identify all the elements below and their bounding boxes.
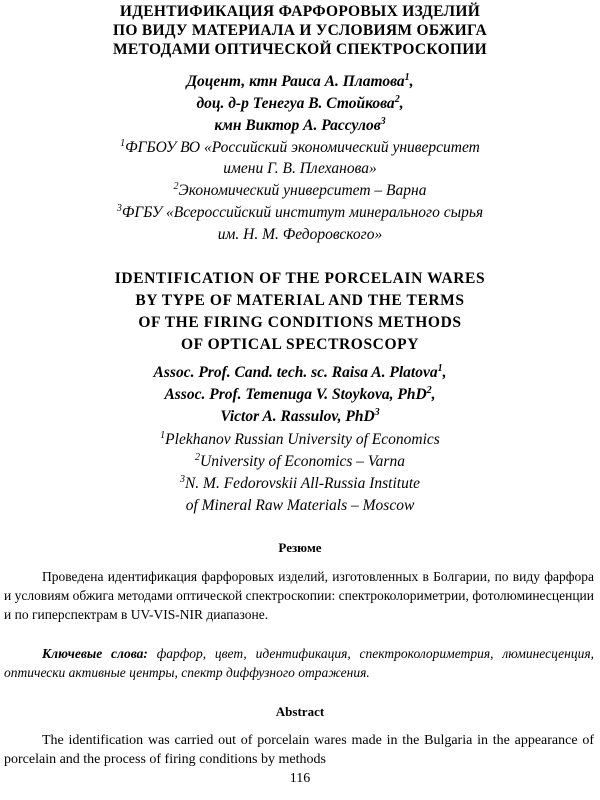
affiliation-ru-2: $^2$Экономический университет – Варна	[173, 180, 427, 199]
title-ru-line: ИДЕНТИФИКАЦИЯ ФАРФОРОВЫХ ИЗДЕЛИЙ	[119, 3, 481, 20]
keywords-label: Ключевые слова:	[42, 646, 148, 661]
author-en-1: Assoc. Prof. Cand. tech. sc. Raisa A. Platova$^1$,	[153, 362, 447, 381]
title-ru	[0, 2, 600, 59]
affiliation-ru-3: $^3$ФГБУ «Всероссийский институт минерального сырья	[116, 202, 484, 221]
author-en-3: Victor A. Rassulov, PhD$^3$	[220, 406, 380, 425]
title-en	[0, 268, 600, 356]
title-en-line: OF OPTICAL SPECTROSCOPY	[180, 336, 419, 353]
resume-paragraph: Проведена идентификация фарфоровых изделий, изготовленных в Болгарии, по виду фарфора и условиям обжига методами оптической спектроскопии: спектроколориметрии, фотолюминесценции и по гиперспектрам в UV-VIS-NIR диапазоне.	[4, 569, 594, 622]
title-en-line: IDENTIFICATION OF THE PORCELAIN WARES	[114, 270, 486, 287]
page-number: 116	[289, 771, 311, 786]
title-en-line: BY TYPE OF MATERIAL AND THE TERMS	[135, 292, 465, 309]
affiliation-ru-3-cont: им. Н. М. Федоровского»	[217, 226, 383, 243]
title-ru-line: ПО ВИДУ МАТЕРИАЛА И УСЛОВИЯМ ОБЖИГА	[113, 22, 487, 39]
affiliation-en-3: $^3$N. M. Fedorovskii All-Russia Institute	[179, 473, 421, 492]
affiliation-en-3-cont: of Mineral Raw Materials – Moscow	[185, 497, 415, 514]
affiliation-ru-1-cont: имени Г. В. Плеханова»	[223, 160, 377, 177]
resume-heading: Резюме	[278, 540, 322, 555]
affiliation-ru-1: $^1$ФГБОУ ВО «Российский экономический университет	[120, 137, 480, 156]
affiliation-en-1: $^1$Plekhanov Russian University of Economics	[160, 429, 440, 448]
abstract-heading: Abstract	[275, 704, 325, 719]
author-ru-3: кмн Виктор А. Рассулов$^3$	[214, 115, 386, 134]
affiliation-en-2: $^2$University of Economics – Varna	[195, 451, 405, 470]
author-ru-1: Доцент, ктн Раиса А. Платова$^1$,	[186, 71, 414, 90]
title-ru-line: МЕТОДАМИ ОПТИЧЕСКОЙ СПЕКТРОСКОПИИ	[112, 41, 488, 58]
keywords-text: фарфор, цвет, идентификация, спектроколориметрия, люминесценция, оптически активные центры, спектр диффузного отражения.	[4, 646, 595, 680]
abstract-paragraph: The identification was carried out of porcelain wares made in the Bulgaria in the appearance of porcelain and the process of firing conditions by methods	[4, 733, 594, 767]
author-ru-2: доц. д-р Тенегуа В. Стойкова$^2$,	[196, 93, 404, 112]
keywords-paragraph	[4, 644, 594, 682]
author-en-2: Assoc. Prof. Temenuga V. Stoykova, PhD$^2$,	[164, 384, 436, 403]
title-en-line: OF THE FIRING CONDITIONS METHODS	[138, 314, 462, 331]
